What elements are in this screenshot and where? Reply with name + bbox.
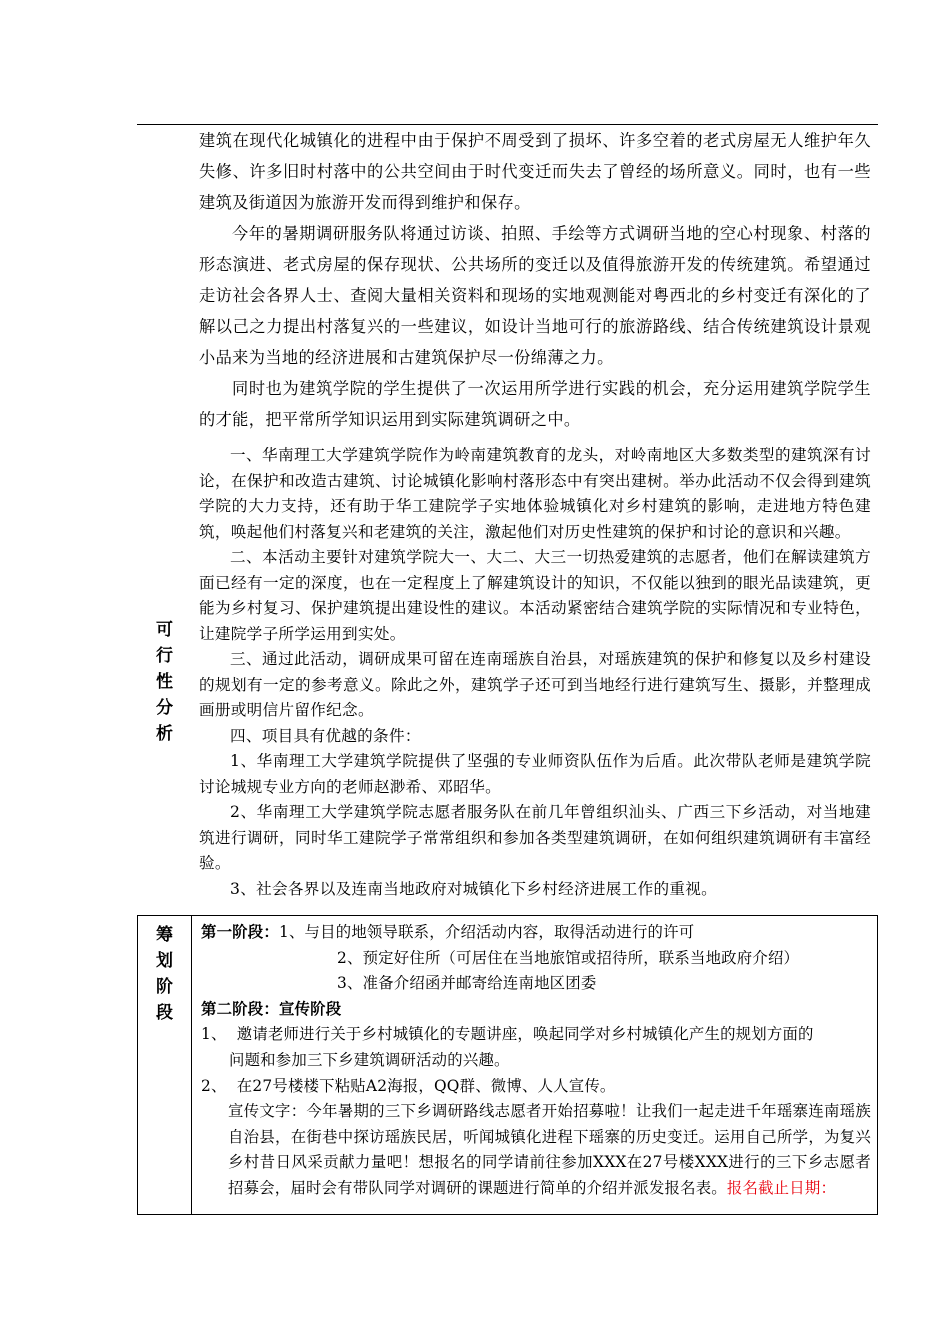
analysis-paragraph: 二、本活动主要针对建筑学院大一、大二、大三一切热爱建筑的志愿者，他们在解读建筑方面已经有一定的深度，也在一定程度上了解建筑设计的知识，不仅能以独到的眼光品读建筑，更能为乡村复习、保护建筑提出建设性的建议。本活动紧密结合建筑学院的实际情况和专业特色，让建院学子所学运用到实处。	[199, 548, 871, 643]
item-number: 2、	[201, 1076, 227, 1095]
label-char: 划	[156, 951, 173, 971]
intro-paragraph: 建筑在现代化城镇化的进程中由于保护不周受到了损坏、许多空着的老式房屋无人维护年久失修、许多旧时村落中的公共空间由于时代变迁而失去了曾经的场所意义。同时，也有一些建筑及街道因为旅游开发而得到维护和保存。	[199, 131, 871, 212]
stage2-line	[201, 997, 871, 1023]
feasibility-content	[199, 125, 871, 902]
stage1-title: 第一阶段：	[201, 923, 279, 941]
label-char: 阶	[156, 977, 173, 997]
label-char: 分	[156, 698, 173, 718]
item-text: 在27号楼楼下粘贴A2海报，QQ群、微博、人人宣传。	[236, 1076, 616, 1095]
feasibility-label	[137, 617, 192, 747]
stage2-item	[201, 1022, 871, 1048]
planning-table	[137, 915, 878, 1215]
label-char: 段	[156, 1003, 173, 1023]
label-char: 可	[156, 620, 173, 640]
label-char: 行	[156, 646, 173, 666]
label-char: 性	[156, 672, 173, 692]
stage1-line	[201, 920, 871, 946]
promo-text: 宣传文字：今年暑期的三下乡调研路线志愿者开始招募啦！让我们一起走进千年瑶寨连南瑶族自治县，在街巷中探访瑶族民居，听闻城镇化进程下瑶寨的历史变迁。运用自己所学，为复兴乡村昔日风采贡献力量吧！想报名的同学请前往参加XXX在27号楼XXX进行的三下乡志愿者招募会，届时会有带队同学对调研的课题进行简单的介绍并派发报名表。	[228, 1102, 871, 1197]
promo-paragraph	[201, 1099, 871, 1201]
intro-paragraph: 同时也为建筑学院的学生提供了一次运用所学进行实践的机会，充分运用建筑学院学生的才能，把平常所学知识运用到实际建筑调研之中。	[199, 379, 871, 429]
feasibility-label-cell	[137, 125, 192, 915]
item-text: 邀请老师进行关于乡村城镇化的专题讲座，唤起同学对乡村城镇化产生的规划方面的	[236, 1025, 814, 1044]
analysis-paragraph: 一、华南理工大学建筑学院作为岭南建筑教育的龙头，对岭南地区大多数类型的建筑深有讨论，在保护和改造古建筑、讨论城镇化影响村落形态中有突出建树。举办此活动不仅会得到建筑学院的大力支持，还有助于华工建院学子实地体验城镇化对乡村建筑的影响，走进地方特色建筑，唤起他们村落复兴和老建筑的关注，激起他们对历史性建筑的保护和讨论的意识和兴趣。	[199, 446, 871, 541]
analysis-paragraph: 3、社会各界以及连南当地政府对城镇化下乡村经济进展工作的重视。	[230, 879, 718, 898]
stage2-item	[201, 1074, 871, 1100]
analysis-paragraph: 1、华南理工大学建筑学院提供了坚强的专业师资队伍作为后盾。此次带队老师是建筑学院讨论城规专业方向的老师赵渺希、邓昭华。	[199, 752, 871, 796]
item-number: 1、	[201, 1025, 227, 1044]
column-divider	[191, 916, 192, 1214]
stage2-title: 第二阶段：宣传阶段	[201, 999, 342, 1018]
stage1-item: 3、准备介绍函并邮寄给连南地区团委	[337, 974, 597, 993]
label-char: 筹	[156, 925, 173, 945]
planning-label	[138, 922, 191, 1026]
stage1-item: 1、与目的地领导联系，介绍活动内容，取得活动进行的许可	[278, 923, 695, 941]
stage1-item: 2、预定好住所（可居住在当地旅馆或招待所，联系当地政府介绍）	[337, 948, 800, 967]
analysis-paragraph: 三、通过此活动，调研成果可留在连南瑶族自治县，对瑶族建筑的保护和修复以及乡村建设的规划有一定的参考意义。除此之外，建筑学子还可到当地经行进行建筑写生、摄影，并整理成画册或明信片留作纪念。	[199, 650, 871, 719]
deadline-label: 报名截止日期：	[726, 1178, 837, 1197]
analysis-paragraph: 2、华南理工大学建筑学院志愿者服务队在前几年曾组织汕头、广西三下乡活动，对当地建筑进行调研，同时华工建院学子常常组织和参加各类型建筑调研，在如何组织建筑调研有丰富经验。	[199, 803, 871, 872]
intro-paragraph: 今年的暑期调研服务队将通过访谈、拍照、手绘等方式调研当地的空心村现象、村落的形态演进、老式房屋的保存现状、公共场所的变迁以及值得旅游开发的传统建筑。希望通过走访社会各界人士、查阅大量相关资料和现场的实地观测能对粤西北的乡村变迁有深化的了解以己之力提出村落复兴的一些建议，如设计当地可行的旅游路线、结合传统建筑设计景观小品来为当地的经济进展和古建筑保护尽一份绵薄之力。	[199, 224, 871, 367]
analysis-paragraph: 四、项目具有优越的条件：	[230, 726, 421, 745]
planning-content	[201, 920, 871, 1202]
label-char: 析	[156, 724, 173, 744]
stage2-item-continued: 问题和参加三下乡建筑调研活动的兴趣。	[229, 1050, 510, 1069]
